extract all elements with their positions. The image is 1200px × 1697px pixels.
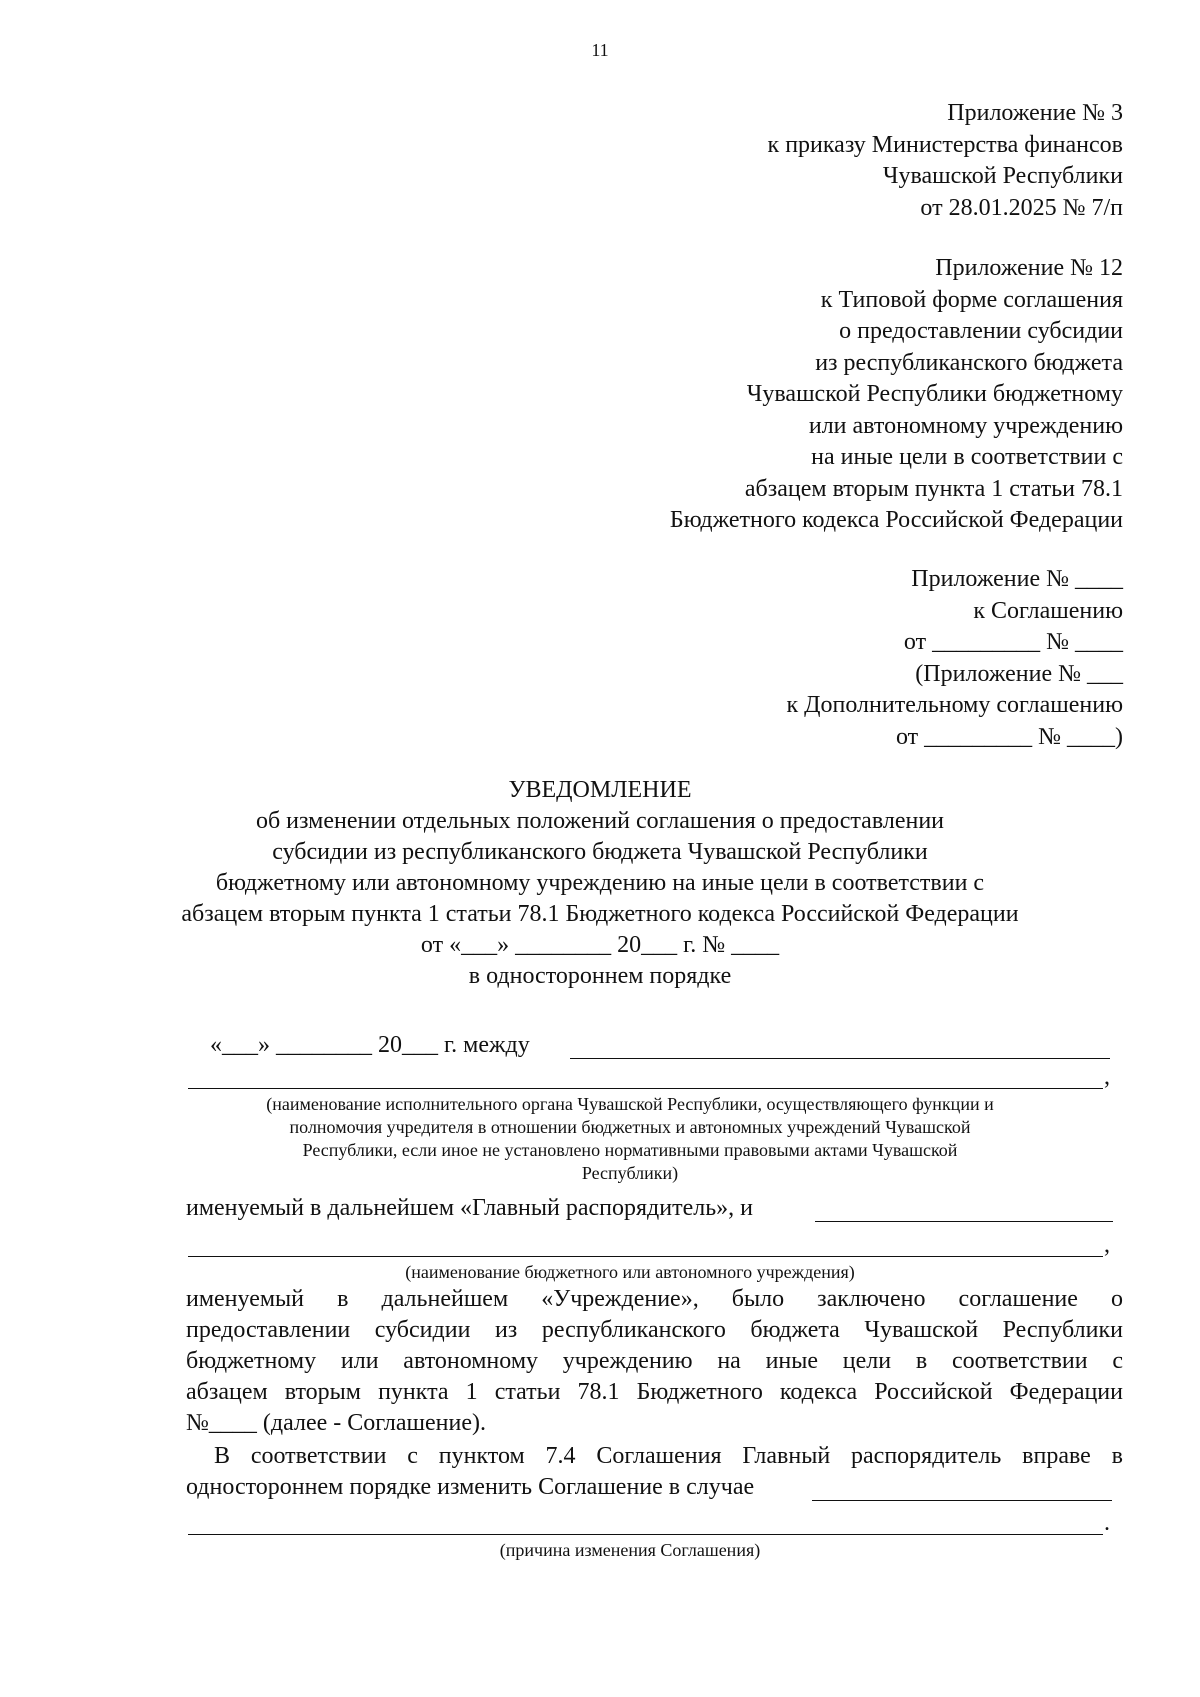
appendix-3-line: к приказу Министерства финансов bbox=[767, 131, 1123, 158]
agreement-appendix-header bbox=[786, 564, 1123, 753]
agreement-date-between: «___» ________ 20___ г. между bbox=[210, 1032, 530, 1058]
agreement-appendix-line: к Дополнительному соглашению bbox=[786, 692, 1123, 718]
comma: , bbox=[1104, 1064, 1110, 1090]
agreement-appendix-line: к Соглашению bbox=[973, 597, 1123, 624]
change-reason-blank-2[interactable] bbox=[188, 1534, 1103, 1535]
caption-institution: (наименование бюджетного или автономного учреждения) bbox=[405, 1262, 855, 1282]
paragraph-2-line: В соответствии с пунктом 7.4 Соглашения Главный распорядитель вправе в bbox=[214, 1443, 1123, 1469]
document-title bbox=[150, 775, 1050, 992]
caption-executive-body bbox=[150, 1093, 1110, 1185]
appendix-12-line: Бюджетного кодекса Российской Федерации bbox=[669, 507, 1123, 533]
appendix-12-line: о предоставлении субсидии bbox=[839, 318, 1123, 344]
appendix-12-line: абзацем вторым пункта 1 статьи 78.1 bbox=[744, 475, 1123, 502]
institution-name-blank-2[interactable] bbox=[188, 1256, 1103, 1257]
appendix-12-line: на иные цели в соответствии с bbox=[811, 444, 1123, 470]
caption-line: (наименование исполнительного органа Чувашской Республики, осуществляющего функции и bbox=[266, 1094, 994, 1114]
appendix-3-line: Приложение № 3 bbox=[947, 100, 1123, 126]
appendix-12-line: Приложение № 12 bbox=[935, 255, 1123, 281]
named-chief-text: именуемый в дальнейшем «Главный распорядитель», и bbox=[186, 1195, 753, 1221]
appendix-3-line: от 28.01.2025 № 7/п bbox=[920, 194, 1123, 221]
comma: , bbox=[1104, 1232, 1110, 1258]
paragraph-1-line: предоставлении субсидии из республиканского бюджета Чувашской Республики bbox=[186, 1317, 1123, 1343]
appendix-12-line: или автономному учреждению bbox=[808, 412, 1123, 439]
appendix-12-header bbox=[670, 253, 1123, 537]
appendix-3-header bbox=[768, 98, 1123, 224]
appendix-12-line: к Типовой форме соглашения bbox=[820, 286, 1123, 313]
paragraph-1-line: абзацем вторым пункта 1 статьи 78.1 Бюджетного кодекса Российской Федерации bbox=[186, 1379, 1123, 1405]
change-reason-blank[interactable] bbox=[812, 1500, 1112, 1501]
institution-name-blank[interactable] bbox=[815, 1221, 1113, 1222]
appendix-3-line: Чувашской Республики bbox=[882, 163, 1123, 189]
paragraph-1-line: №____ (далее - Соглашение). bbox=[186, 1410, 486, 1436]
period: . bbox=[1104, 1510, 1110, 1536]
agreement-appendix-line: Приложение № ____ bbox=[911, 566, 1123, 592]
title-line: абзацем вторым пункта 1 статьи 78.1 Бюджетного кодекса Российской Федерации bbox=[181, 901, 1019, 927]
agreement-appendix-line: (Приложение № ___ bbox=[915, 660, 1123, 687]
chief-name-blank-2[interactable] bbox=[188, 1088, 1103, 1089]
title-heading: УВЕДОМЛЕНИЕ bbox=[508, 777, 692, 803]
title-line: в одностороннем порядке bbox=[468, 963, 732, 989]
title-line: субсидии из республиканского бюджета Чувашской Республики bbox=[272, 839, 928, 865]
title-line: бюджетному или автономному учреждению на иные цели в соответствии с bbox=[215, 870, 985, 896]
paragraph-1-line: именуемый в дальнейшем «Учреждение», было заключено соглашение о bbox=[186, 1286, 1123, 1312]
appendix-12-line: Чувашской Республики бюджетному bbox=[746, 381, 1123, 407]
agreement-appendix-line: от _________ № ____) bbox=[895, 723, 1123, 750]
paragraph-2-line: одностороннем порядке изменить Соглашение в случае bbox=[186, 1474, 755, 1500]
title-line: об изменении отдельных положений соглашения о предоставлении bbox=[255, 808, 945, 834]
caption-line: полномочия учредителя в отношении бюджетных и автономных учреждений Чувашской bbox=[289, 1117, 971, 1137]
caption-line: Республики, если иное не установлено нормативными правовыми актами Чувашской bbox=[302, 1140, 958, 1160]
caption-change-reason: (причина изменения Соглашения) bbox=[499, 1540, 761, 1560]
chief-name-blank[interactable] bbox=[570, 1058, 1110, 1059]
agreement-appendix-line: от _________ № ____ bbox=[903, 629, 1123, 655]
caption-line: Республики) bbox=[581, 1163, 679, 1183]
paragraph-1-line: бюджетному или автономному учреждению на иные цели в соответствии с bbox=[186, 1348, 1123, 1374]
page-number: 11 bbox=[591, 40, 609, 60]
title-line: от «___» ________ 20___ г. № ____ bbox=[420, 932, 780, 958]
appendix-12-line: из республиканского бюджета bbox=[815, 349, 1123, 376]
